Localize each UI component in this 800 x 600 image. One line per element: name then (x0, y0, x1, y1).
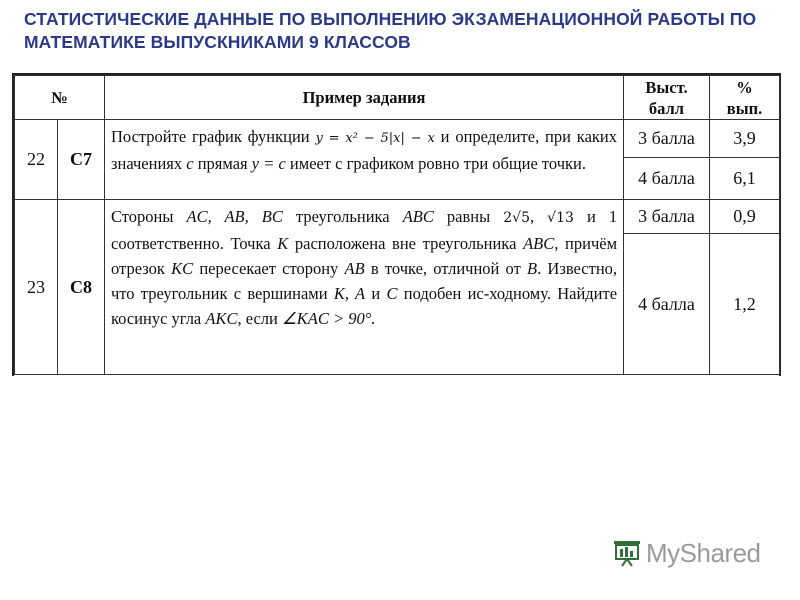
score-value: 4 балла (624, 234, 710, 375)
page-title: СТАТИСТИЧЕСКИЕ ДАННЫЕ ПО ВЫПОЛНЕНИЮ ЭКЗАМЕНАЦИОННОЙ РАБОТЫ ПО МАТЕМАТИКЕ ВЫПУСКНИКАМИ 9 КЛАССОВ (24, 9, 757, 52)
header-score (624, 76, 710, 120)
header-score-line2: балл (648, 98, 685, 118)
percent-value: 1,2 (710, 234, 780, 375)
task-code: С8 (58, 200, 105, 375)
table-row (15, 200, 780, 234)
watermark-text: MyShared (646, 538, 761, 568)
header-example: Пример задания (105, 76, 624, 120)
task-number: 22 (15, 120, 58, 200)
table-row (15, 120, 780, 158)
task-text: Постройте график функции y = x² − 5|x| − x и определите, при каких значениях c прямая y = c имеет с графиком ровно три общие точки. (105, 120, 624, 200)
header-score-line1: Выст. (645, 77, 688, 97)
header-percent-line1: % (736, 77, 753, 97)
tasks-table (14, 75, 780, 375)
score-value: 3 балла (624, 200, 710, 234)
side-value-ac: 2√5 (503, 210, 530, 226)
percent-value: 0,9 (710, 200, 780, 234)
score-value: 4 балла (624, 158, 710, 200)
side-value-ab: √13 (547, 210, 574, 226)
table-header-row (15, 76, 780, 120)
watermark (612, 534, 772, 574)
score-value: 3 балла (624, 120, 710, 158)
header-percent (710, 76, 780, 120)
task-code: С7 (58, 120, 105, 200)
presentation-board-icon (612, 538, 642, 573)
header-percent-line2: вып. (726, 98, 763, 118)
function-formula: y = x² − 5|x| − x (315, 131, 435, 146)
percent-value: 3,9 (710, 120, 780, 158)
percent-value: 6,1 (710, 158, 780, 200)
task-number: 23 (15, 200, 58, 375)
task-text: Стороны AC, AB, BC треугольника ABC равны 2√5, √13 и 1 соответственно. Точка K расположена вне треугольника ABC, причём отрезок KC пересекает сторону AB в точке, отличной от B. Известно, что треугольник с вершинами K, A и C подобен ис-ходному. Найдите косинус угла AKC, если ∠KAC > 90°. (105, 200, 624, 375)
header-number: № (15, 76, 105, 120)
